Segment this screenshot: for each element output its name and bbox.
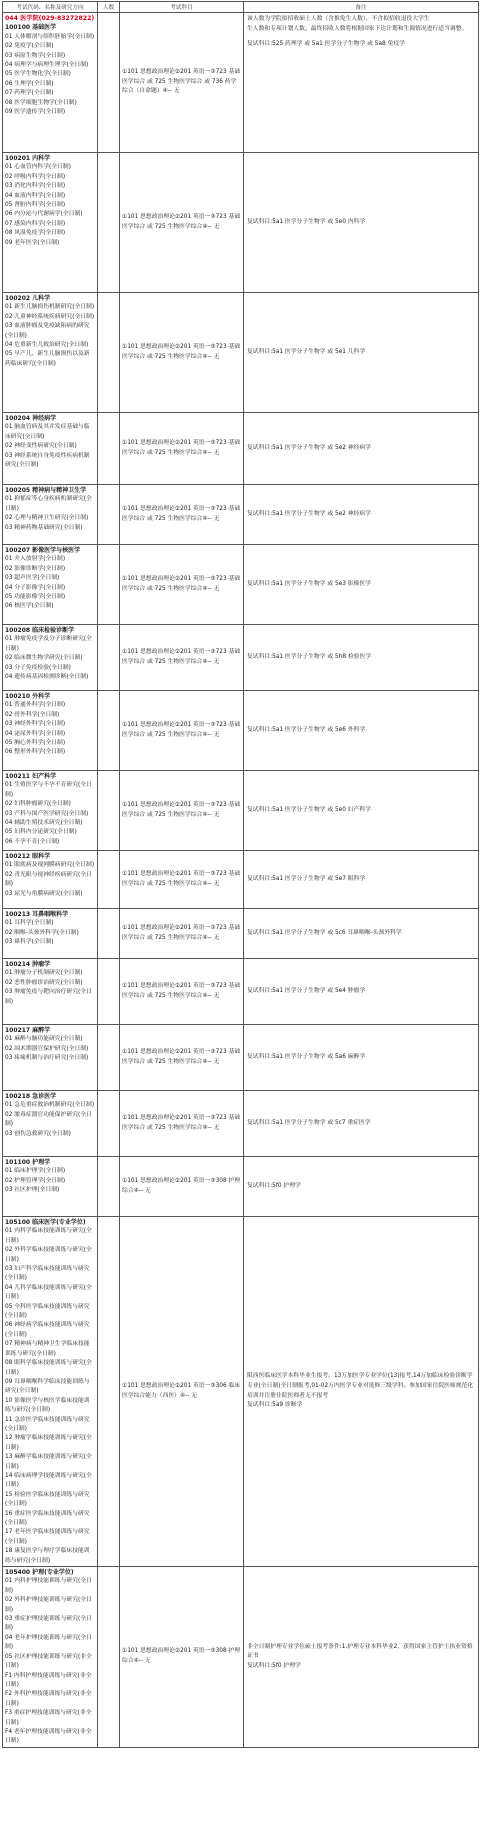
research-direction: 07 精神病与精神卫生学临床技能训练与研究(全日制) <box>5 1341 90 1357</box>
research-direction: F1 内科护理技能训练与研究(非全日制) <box>5 1672 92 1688</box>
exam-subjects-cell <box>120 1567 244 1748</box>
major-title: 100207 影像医学与核医学 <box>5 547 81 554</box>
research-direction: 14 临床病理学技能训练与研究(全日制) <box>5 1472 92 1489</box>
enrollment-count-cell <box>98 13 120 153</box>
major-cell <box>3 545 98 625</box>
exam-subjects-cell <box>120 413 244 485</box>
research-direction: 03 超声医学(全日制) <box>5 575 60 582</box>
research-direction: F2 外科护理技能训练与研究(非全日制) <box>5 1691 92 1707</box>
research-direction: F4 老年护理技能训练与研究(非全日制) <box>5 1728 92 1745</box>
major-cell <box>3 771 98 851</box>
major-title: 100205 精神病与精神卫生学 <box>5 487 87 494</box>
research-direction: 03 社区护理(全日制) <box>5 1187 60 1194</box>
note-text: 复试科目:5a1 医学分子生物学 或 5e2 神经病学 <box>247 444 371 451</box>
department-name: 044 医学院(029-83272822) <box>5 15 95 22</box>
major-cell <box>3 13 98 153</box>
research-direction: 01 抑郁症等心身疾病机制研究(全日制) <box>5 496 92 512</box>
research-direction: 06 内分泌与代谢病学(全日制) <box>5 211 83 218</box>
enrollment-count-cell <box>98 1217 120 1567</box>
department-note: 该人数为学院拟招收硕士人数（含推免生人数），不含拟招收退役大学生 <box>247 16 430 22</box>
research-direction: 03 屈光与角膜病研究(全日制) <box>5 890 83 897</box>
research-direction: 02 妇科肿瘤研究(全日制) <box>5 801 71 808</box>
research-direction: 03 血液肿瘤及免疫缺陷病的研究(全日制) <box>5 323 90 339</box>
research-direction: 02 临床微生物学研究(全日制) <box>5 655 83 662</box>
exam-subjects-cell <box>120 1091 244 1157</box>
research-direction: 06 生理学(全日制) <box>5 80 54 87</box>
research-direction: F3 重症护理技能训练与研究(非全日制) <box>5 1710 92 1726</box>
research-direction: 06 不孕不育(全日制) <box>5 838 60 845</box>
research-direction: 18 康复医学与理疗学临床技能训练与研究(全日制) <box>5 1548 90 1564</box>
note-text: 复试科目:5a1 医学分子生物学 或 5h8 检验医学 <box>247 653 372 660</box>
research-direction: 03 神经外科学(全日制) <box>5 721 66 728</box>
header-note-col: 备注 <box>244 2 479 13</box>
research-direction: 02 咽喉-头颈外科学(全日制) <box>5 929 79 936</box>
table-row <box>3 851 479 909</box>
table-row <box>3 413 479 485</box>
major-title: 100100 基础医学 <box>5 24 57 32</box>
research-direction: 03 重症护理技能训练与研究(全日制) <box>5 1616 92 1632</box>
research-direction: 02 心理与精神卫生研究(全日制) <box>5 515 89 522</box>
research-direction: 03 妇产科学临床技能训练与研究(全日制) <box>5 1266 90 1282</box>
research-direction: 04 辅助生殖技术研究(全日制) <box>5 820 83 827</box>
enrollment-count-cell <box>98 153 120 293</box>
note-text: 复试科目:5a1 医学分子生物学 或 5e0 妇产科学 <box>247 806 371 813</box>
research-direction: 16 重症医学临床技能训练与研究(全日制) <box>5 1510 90 1526</box>
research-direction: 05 肾脏内科学(全日制) <box>5 202 66 209</box>
research-direction: 02 骨外科学(全日制) <box>5 711 60 718</box>
note-text: 复试科目:5a1 医学分子生物学 或 5e1 儿科学 <box>247 348 366 355</box>
research-direction: 01 内科学临床技能训练与研究(全日制) <box>5 1228 92 1244</box>
research-direction: 08 眼科学临床技能训练与研究(全日制) <box>5 1360 92 1376</box>
table-row <box>3 1157 479 1217</box>
research-direction: 04 泌尿外科学(全日制) <box>5 730 66 737</box>
research-direction: 05 全科医学临床技能训练与研究(全日制) <box>5 1303 90 1320</box>
major-cell <box>3 413 98 485</box>
notes-cell <box>244 1157 479 1217</box>
major-cell <box>3 485 98 545</box>
table-row <box>3 293 479 413</box>
research-direction: 01 耳科学(全日制) <box>5 920 54 927</box>
research-direction: 05 功能影像学(全日制) <box>5 594 66 601</box>
research-direction: 05 胸心外科学(全日制) <box>5 740 66 747</box>
exam-subjects-cell <box>120 851 244 909</box>
exam-subjects-cell <box>120 1217 244 1567</box>
major-title: 100218 急诊医学 <box>5 1093 57 1100</box>
research-direction: 06 整形外科学(全日制) <box>5 749 66 756</box>
research-direction: 01 麻醉与脑功能研究(全日制) <box>5 1036 83 1043</box>
notes-cell <box>244 691 479 771</box>
research-direction: 07 感染内科学(全日制) <box>5 220 66 227</box>
research-direction: 02 护理管理学(全日制) <box>5 1177 66 1184</box>
department-note: 复试科目:525 药理学 或 5a1 医学分子生物学 或 5a8 免疫学 <box>247 41 405 48</box>
enrollment-count-cell <box>98 851 120 909</box>
note-text: 非全日制护理专业学位硕士报考条件:1.护理专业本科毕业2，获得国家主管护士执业资格证书 <box>247 1643 473 1660</box>
exam-subjects-cell <box>120 909 244 959</box>
research-direction: 03 神经系统自身免疫性疾病机制研究(全日制) <box>5 452 90 469</box>
note-retest: 复试科目:5a9 诊断学 <box>247 1402 303 1409</box>
table-row <box>3 1091 479 1157</box>
notes-cell <box>244 545 479 625</box>
research-direction: 04 危重新生儿救治研究(全日制) <box>5 342 89 349</box>
research-direction: 04 血液内科学(全日制) <box>5 192 66 199</box>
research-direction: 06 神经病学临床技能训练与研究(全日制) <box>5 1322 90 1338</box>
enrollment-count-cell <box>98 293 120 413</box>
major-title: 100201 内科学 <box>5 155 51 162</box>
research-direction: 02 恶性肿瘤诊治研究(全日制) <box>5 979 83 986</box>
exam-subjects-cell <box>120 625 244 691</box>
note-text: 复试科目:5a1 医学分子生物学 或 5a6 麻醉学 <box>247 1053 366 1060</box>
notes-cell <box>244 771 479 851</box>
exam-subjects-cell <box>120 1157 244 1217</box>
research-direction: 03 疼痛机制与治疗研究(全日制) <box>5 1055 89 1062</box>
exam-subjects: ①101 思想政治理论②201 英语一③723 基础医学综合 或 725 生物医学综合④-- 无 <box>122 213 241 230</box>
note-text: 复试科目:5a1 医学分子生物学 或 5e6 外科学 <box>247 726 366 733</box>
research-direction: 11 急诊医学临床技能训练与研究(全日制) <box>5 1416 90 1432</box>
notes-cell <box>244 293 479 413</box>
notes-cell <box>244 153 479 293</box>
major-cell <box>3 851 98 909</box>
table-row <box>3 13 479 153</box>
exam-subjects: ①101 思想政治理论②201 英语一③723 基础医学综合 或 725 生物医学综合④-- 无 <box>122 439 241 456</box>
enrollment-count-cell <box>98 545 120 625</box>
research-direction: 13 麻醉学临床技能训练与研究(全日制) <box>5 1454 92 1470</box>
research-direction: 04 分子影像学(全日制) <box>5 584 66 591</box>
exam-subjects: ①101 思想政治理论②201 英语一③723 基础医学综合 或 725 生物医学综合④-- 无 <box>122 505 241 522</box>
exam-subjects-cell <box>120 293 244 413</box>
research-direction: 01 生殖医学与不孕不育研究(全日制) <box>5 782 92 798</box>
major-cell <box>3 153 98 293</box>
exam-subjects-cell <box>120 153 244 293</box>
exam-subjects: ①101 思想政治理论②201 英语一③723 基础医学综合 或 725 生物医学综合④-- 无 <box>122 343 241 360</box>
note-text: 复试科目:5a1 医学分子生物学 或 5c6 耳鼻咽喉-头颈外科学 <box>247 929 402 936</box>
research-direction: 07 药理学(全日制) <box>5 90 54 97</box>
header-major-col: 考试代码、名称及研究方向 <box>3 2 98 13</box>
exam-subjects: ①101 思想政治理论②201 英语一③723 基础医学综合 或 725 生物医学综合④-- 无 <box>122 1114 241 1131</box>
exam-subjects: ①101 思想政治理论②201 英语一③723 基础医学综合 或 725 生物医学综合④-- 无 <box>122 924 241 941</box>
research-direction: 01 新生儿脑损伤机制研究(全日制) <box>5 304 95 311</box>
note-text: 复试科目:5a1 医学分子生物学 或 5e2 神经病学 <box>247 510 371 517</box>
research-direction: 01 内科护理技能训练与研究(全日制) <box>5 1578 92 1594</box>
research-direction: 02 外科护理技能训练与研究(全日制) <box>5 1597 92 1613</box>
major-title: 100217 麻醉学 <box>5 1027 51 1034</box>
table-row <box>3 771 479 851</box>
research-direction: 04 儿科学临床技能训练与研究(全日制) <box>5 1284 92 1301</box>
exam-subjects: ①101 思想政治理论②201 英语一③723 基础医学综合 或 725 生物医学综合④-- 无 <box>122 1048 241 1065</box>
note-text: 复试科目:5f0 护理学 <box>247 1182 301 1189</box>
notes-cell <box>244 13 479 153</box>
note-retest: 复试科目:5f0 护理学 <box>247 1662 301 1669</box>
research-direction: 03 鼻科学(全日制) <box>5 939 54 946</box>
department-note: 生人数和专项计划人数。最终招收人数将根据国家下达计划和生源情况进行适当调整。 <box>247 25 468 32</box>
research-direction: 09 老年医学(全日制) <box>5 239 60 246</box>
enrollment-count-cell <box>98 1091 120 1157</box>
exam-subjects: ①101 思想政治理论②201 英语一③308 护理综合④-- 无 <box>122 1177 241 1194</box>
research-direction: 06 核医学(全日制) <box>5 603 54 610</box>
note-text: 限西医临床医学本科毕业生报考。13万加医学专业学位(13)报考,14万加临床检验诊断学专业(全日制)全日制报考,01-02万内医学专业对选修三级学科。参加国家住院医师规范化培训并注册住院医师者无不报考 <box>247 1373 474 1399</box>
research-direction: 02 神经变性病研究(全日制) <box>5 443 77 450</box>
admission-table <box>2 1 479 1748</box>
table-row <box>3 1217 479 1567</box>
table-row <box>3 959 479 1025</box>
research-direction: 01 肿瘤分子机制研究(全日制) <box>5 970 83 977</box>
research-direction: 01 普通外科学(全日制) <box>5 702 66 709</box>
research-direction: 03 肿瘤免疫与靶向治疗研究(全日制) <box>5 989 92 1005</box>
enrollment-count-cell <box>98 909 120 959</box>
research-direction: 03 产科与围产医学研究(全日制) <box>5 810 89 817</box>
table-row <box>3 545 479 625</box>
notes-cell <box>244 1025 479 1091</box>
research-direction: 02 青光眼与视神经疾病研究(全日制) <box>5 871 92 888</box>
table-row <box>3 153 479 293</box>
research-direction: 02 围术期器官保护研究(全日制) <box>5 1045 89 1052</box>
research-direction: 01 人体解剖与组织胚胎学(全日制) <box>5 33 95 40</box>
research-direction: 01 眼底病及视网膜病研究(全日制) <box>5 862 95 869</box>
research-direction: 01 介入放射学(全日制) <box>5 556 66 563</box>
enrollment-count-cell <box>98 691 120 771</box>
exam-subjects: ①101 思想政治理论②201 英语一③308 护理综合④-- 无 <box>122 1648 241 1664</box>
exam-subjects: ①101 思想政治理论②201 英语一③723 基础医学综合 或 725 生物医学综合④-- 无 <box>122 982 241 999</box>
research-direction: 10 影像医学与核医学临床技能训练与研究(全日制) <box>5 1397 90 1414</box>
notes-cell <box>244 1217 479 1567</box>
notes-cell <box>244 851 479 909</box>
major-title: 105100 临床医学(专业学位) <box>5 1219 86 1226</box>
notes-cell <box>244 413 479 485</box>
research-direction: 04 遗传病基因检测诊断(全日制) <box>5 674 89 681</box>
research-direction: 03 消化内科学(全日制) <box>5 183 66 190</box>
research-direction: 08 医学细胞生物学(全日制) <box>5 99 77 106</box>
research-direction: 02 呼吸内科学(全日制) <box>5 173 66 180</box>
major-title: 100210 外科学 <box>5 693 51 700</box>
major-title: 100212 眼科学 <box>5 853 51 860</box>
research-direction: 01 心血管内科学(全日制) <box>5 164 71 171</box>
table-header-row <box>3 2 479 13</box>
major-cell <box>3 909 98 959</box>
research-direction: 02 影像诊断学(全日制) <box>5 565 66 572</box>
exam-subjects-cell <box>120 1025 244 1091</box>
research-direction: 05 社区护理技能训练与研究(非全日制) <box>5 1653 92 1670</box>
header-exam-col: 考试科目 <box>120 2 244 13</box>
note-text: 复试科目:5a1 医学分子生物学 或 5c7 重症医学 <box>247 1119 371 1126</box>
major-title: 101100 护理学 <box>5 1159 51 1166</box>
research-direction: 02 外科学临床技能训练与研究(全日制) <box>5 1247 92 1263</box>
enrollment-count-cell <box>98 625 120 691</box>
research-direction: 02 免疫学(全日制) <box>5 43 54 50</box>
notes-cell <box>244 625 479 691</box>
exam-subjects-cell <box>120 13 244 153</box>
major-title: 100214 肿瘤学 <box>5 961 51 968</box>
major-cell <box>3 1091 98 1157</box>
note-text: 复试科目:5a1 医学分子生物学 或 5e3 影像医学 <box>247 580 371 587</box>
research-direction: 01 肿瘤免疫学及分子诊断研究(全日制) <box>5 636 92 652</box>
exam-subjects: ①101 思想政治理论②201 英语一③723 基础医学综合 或 725 生物医学综合④-- 无 <box>122 721 241 738</box>
major-cell <box>3 293 98 413</box>
research-direction: 09 医学遗传学(全日制) <box>5 109 66 116</box>
research-direction: 03 精神药物基础研究(全日制) <box>5 524 83 531</box>
enrollment-count-cell <box>98 413 120 485</box>
exam-subjects-cell <box>120 545 244 625</box>
exam-subjects-cell <box>120 691 244 771</box>
major-title: 100202 儿科学 <box>5 295 51 302</box>
enrollment-count-cell <box>98 1567 120 1748</box>
header-count-col: 人数 <box>98 2 120 13</box>
research-direction: 09 耳鼻咽喉科学临床技能训练与研究(全日制) <box>5 1378 90 1395</box>
major-title: 100208 临床检验诊断学 <box>5 627 75 634</box>
major-title: 100211 妇产科学 <box>5 773 57 780</box>
major-cell <box>3 1567 98 1748</box>
major-cell <box>3 1025 98 1091</box>
research-direction: 17 老年医学临床技能训练与研究(全日制) <box>5 1529 90 1545</box>
research-direction: 03 分子免疫检验(全日制) <box>5 664 71 671</box>
research-direction: 08 风湿免疫学(全日制) <box>5 230 66 237</box>
major-cell <box>3 959 98 1025</box>
research-direction: 05 医学生物化学(全日制) <box>5 71 71 78</box>
notes-cell <box>244 485 479 545</box>
note-text: 复试科目:5a1 医学分子生物学 或 5e7 眼科学 <box>247 875 366 882</box>
notes-cell <box>244 959 479 1025</box>
exam-subjects: ①101 思想政治理论②201 英语一③723 基础医学综合 或 725 生物医学综合④-- 无 <box>122 648 241 665</box>
research-direction: 05 早产儿、新生儿脑损伤以及新药临床研究(全日制) <box>5 351 90 367</box>
research-direction: 02 脓毒症器官功能保护研究(全日制) <box>5 1111 92 1128</box>
enrollment-count-cell <box>98 959 120 1025</box>
research-direction: 15 检验医学临床技能训练与研究(全日制) <box>5 1491 90 1508</box>
research-direction: 01 临床护理学(全日制) <box>5 1168 66 1175</box>
research-direction: 02 儿童神经系统疾病研究(全日制) <box>5 313 95 320</box>
enrollment-count-cell <box>98 1025 120 1091</box>
table-row <box>3 1567 479 1748</box>
major-cell <box>3 625 98 691</box>
major-title: 100204 神经病学 <box>5 415 57 422</box>
exam-subjects: ①101 思想政治理论②201 英语一③723 基础医学综合 或 725 生物医学综合 或 736 药学综合（自命题）④-- 无 <box>122 69 241 95</box>
enrollment-count-cell <box>98 1157 120 1217</box>
research-direction: 05 妇科内分泌研究(全日制) <box>5 829 77 836</box>
table-row <box>3 1025 479 1091</box>
research-direction: 01 脑血管病及其并发症基础与临床研究(全日制) <box>5 424 90 440</box>
major-title: 100213 耳鼻咽喉科学 <box>5 911 69 918</box>
exam-subjects-cell <box>120 959 244 1025</box>
notes-cell <box>244 1567 479 1748</box>
major-cell <box>3 1157 98 1217</box>
exam-subjects: ①101 思想政治理论②201 英语一③723 基础医学综合 或 725 生物医学综合④-- 无 <box>122 870 241 887</box>
research-direction: 12 肿瘤学临床技能训练与研究(全日制) <box>5 1435 92 1451</box>
major-cell <box>3 1217 98 1567</box>
exam-subjects: ①101 思想政治理论②201 英语一③306 临床医学综合能力（西医）④-- 无 <box>122 1382 241 1399</box>
research-direction: 01 急危重症救治机制研究(全日制) <box>5 1102 95 1109</box>
note-text: 复试科目:5a1 医学分子生物学 或 5e0 内科学 <box>247 218 366 225</box>
notes-cell <box>244 909 479 959</box>
research-direction: 04 老年护理技能训练与研究(全日制) <box>5 1634 92 1651</box>
major-title: 105400 护理(专业学位) <box>5 1569 74 1577</box>
enrollment-count-cell <box>98 771 120 851</box>
exam-subjects-cell <box>120 485 244 545</box>
table-row <box>3 485 479 545</box>
major-cell <box>3 691 98 771</box>
research-direction: 03 创伤急救研究(全日制) <box>5 1130 71 1137</box>
enrollment-count-cell <box>98 485 120 545</box>
exam-subjects-cell <box>120 771 244 851</box>
table-row <box>3 909 479 959</box>
notes-cell <box>244 1091 479 1157</box>
research-direction: 03 病原生物学(全日制) <box>5 52 66 59</box>
table-body <box>3 13 479 1748</box>
research-direction: 04 病理学与病理生理学(全日制) <box>5 62 89 69</box>
table-row <box>3 691 479 771</box>
exam-subjects: ①101 思想政治理论②201 英语一③723 基础医学综合 或 725 生物医学综合④-- 无 <box>122 575 241 592</box>
exam-subjects: ①101 思想政治理论②201 英语一③723 基础医学综合 或 725 生物医学综合④-- 无 <box>122 801 241 818</box>
note-text: 复试科目:5a1 医学分子生物学 或 5e4 肿瘤学 <box>247 987 366 994</box>
table-row <box>3 625 479 691</box>
